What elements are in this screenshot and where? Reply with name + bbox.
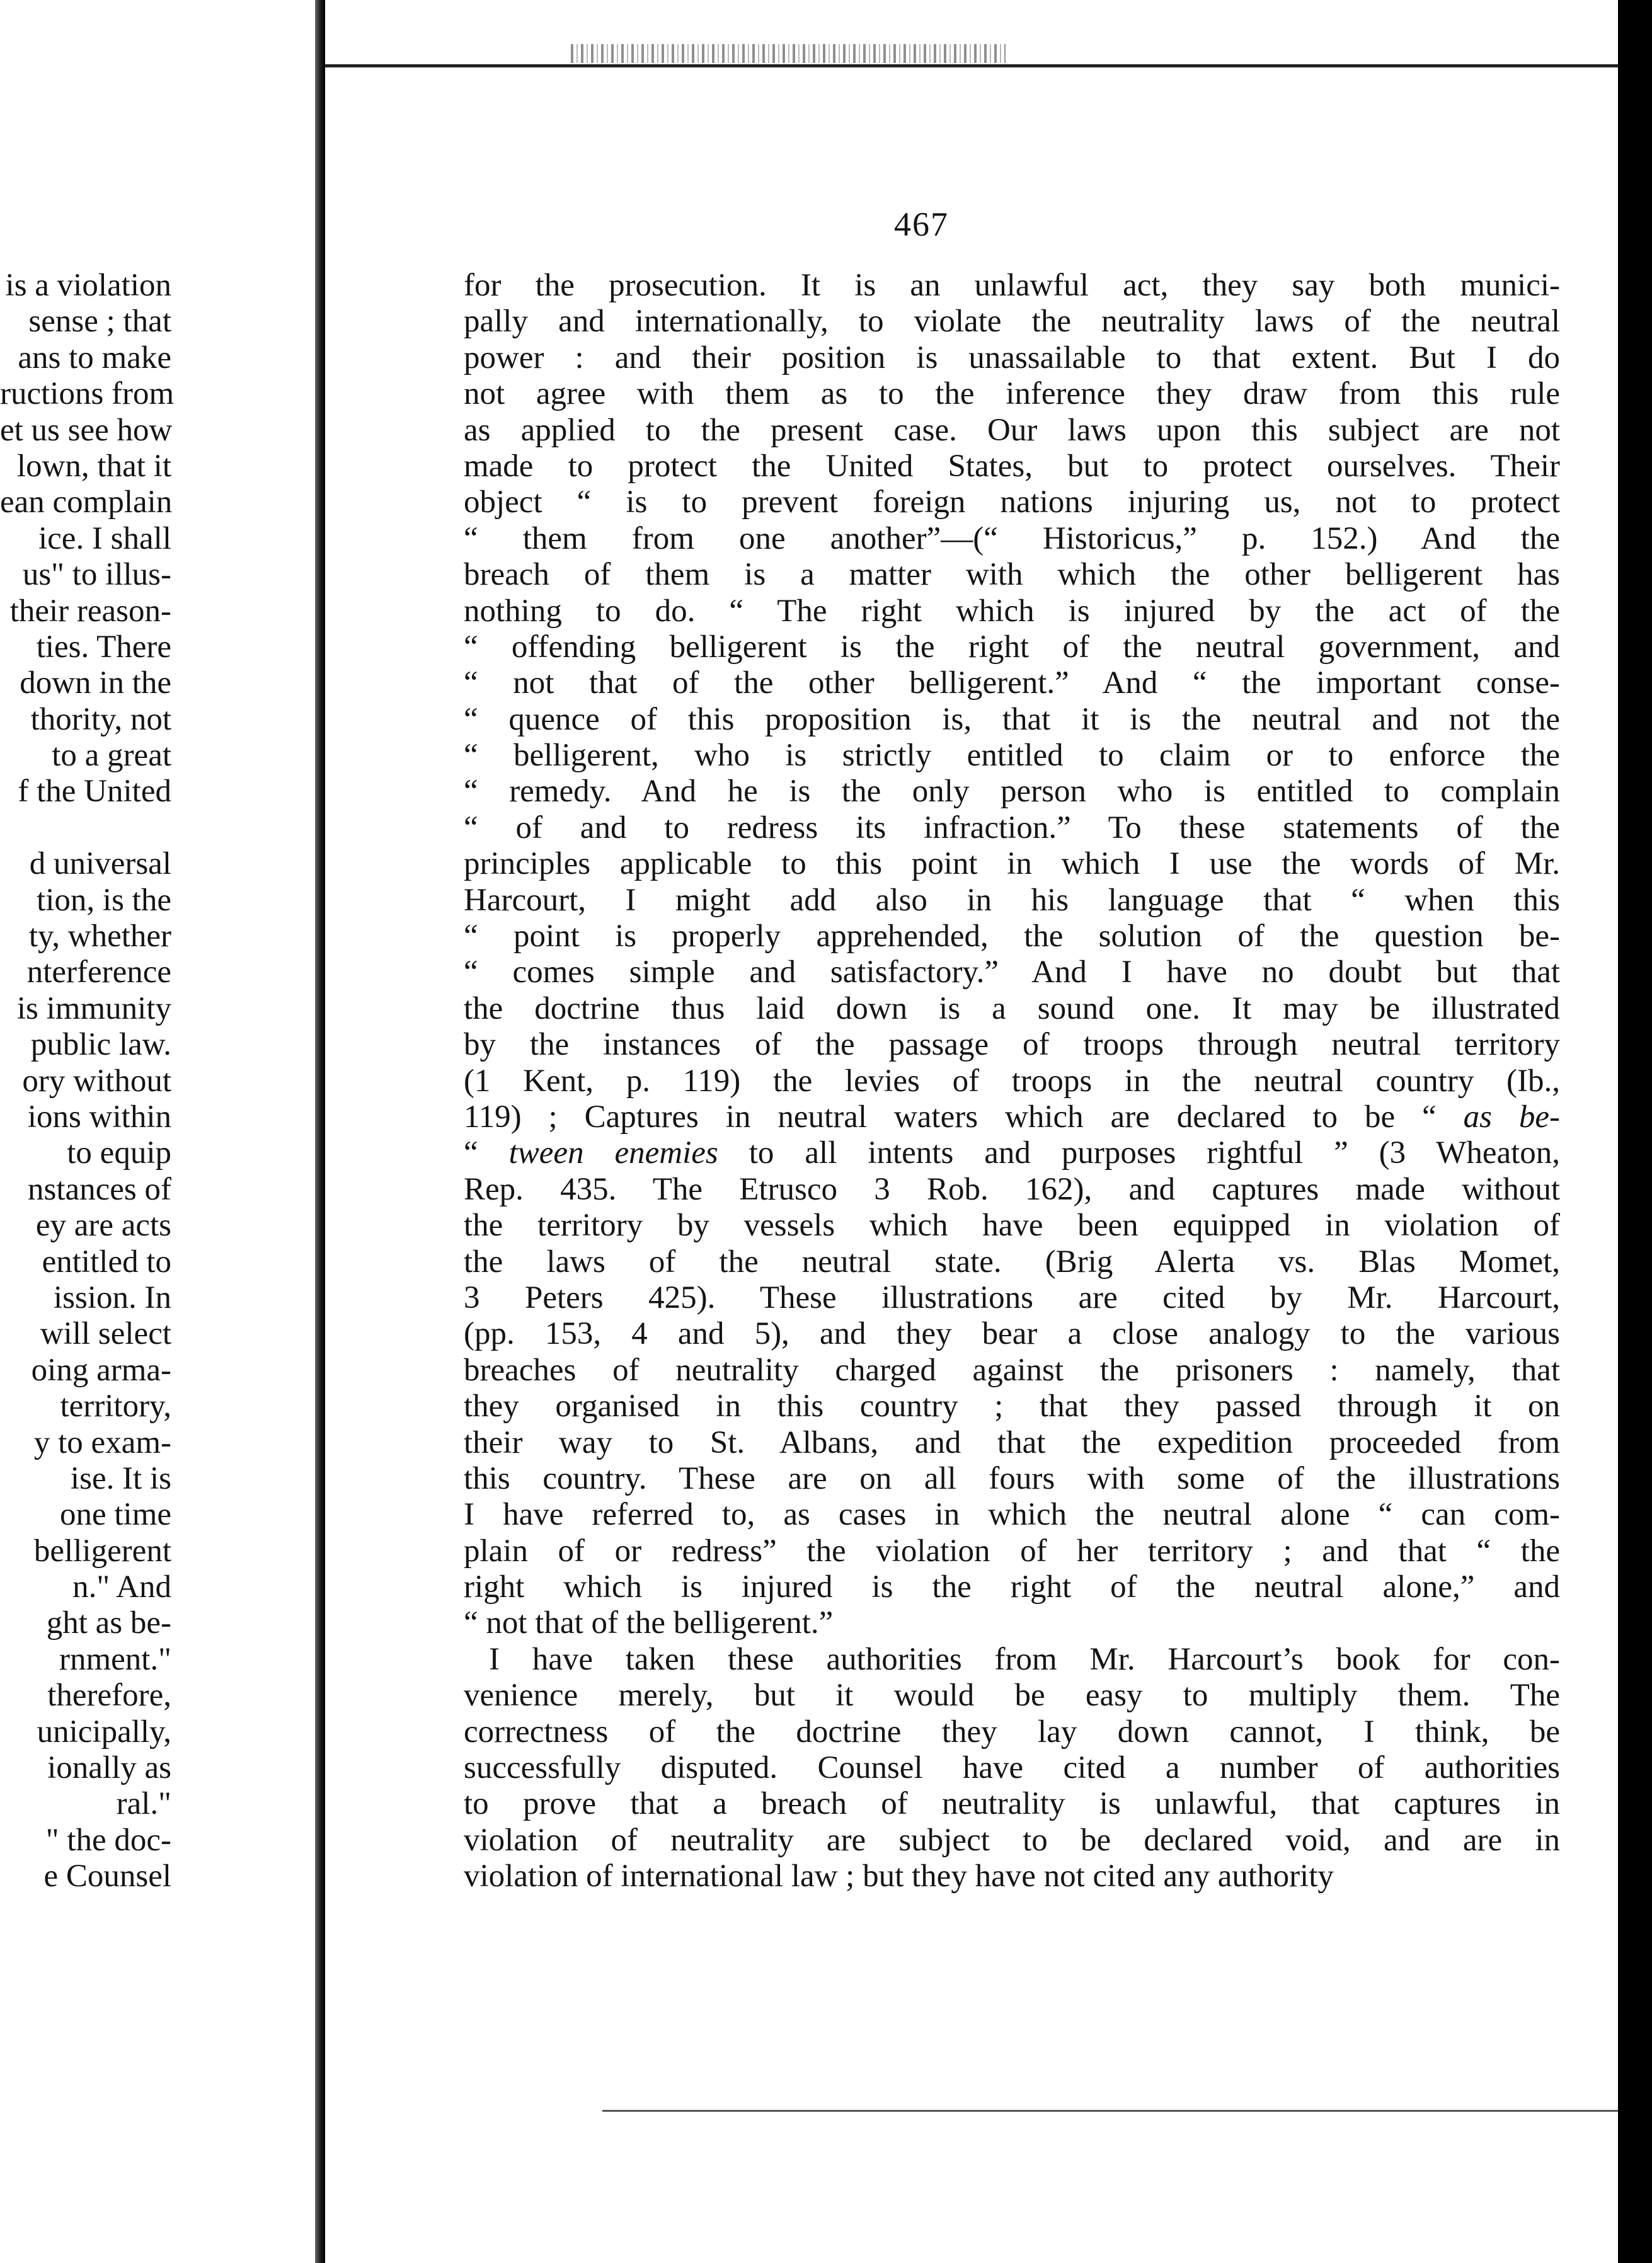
text-line: by the instances of the passage of troops through neutral territory — [464, 1027, 1560, 1063]
facing-page-text — [0, 268, 175, 1895]
text-line: “ of and to redress its infraction.” To these statements of the — [464, 810, 1560, 845]
facing-page-line: to equip — [67, 1135, 171, 1171]
text-line: “ not that of the other belligerent.” And “ the important conse- — [464, 665, 1560, 701]
facing-page-line: to a great — [52, 738, 171, 774]
facing-page-line: therefore, — [47, 1678, 171, 1714]
text-line: “ comes simple and satisfactory.” And I have no doubt but that — [464, 954, 1560, 990]
facing-page-line: entitled to — [42, 1244, 171, 1280]
facing-page-line: one time — [59, 1497, 171, 1533]
text-line: as applied to the present case. Our laws upon this subject are not — [464, 412, 1560, 448]
facing-page-line: will select — [40, 1316, 171, 1352]
facing-page-line: nstances of — [27, 1171, 171, 1207]
facing-page-line: tion, is the — [37, 882, 171, 918]
text-line: they organised in this country ; that they passed through it on — [464, 1389, 1560, 1424]
text-line: “ not that of the belligerent.” — [464, 1605, 834, 1641]
facing-page-line: sense ; that — [28, 304, 171, 340]
facing-page-line: public law. — [30, 1027, 171, 1063]
facing-page-line: thority, not — [30, 701, 171, 737]
facing-page-line: ey are acts — [35, 1208, 171, 1244]
text-line: plain of or redress” the violation of her territory ; and that “ the — [464, 1533, 1560, 1569]
document-page — [325, 0, 1618, 2263]
text-line: “ them from one another”—(“ Historicus,” p. 152.) And the — [464, 520, 1560, 556]
text-line: venience merely, but it would be easy to multiply them. The — [464, 1678, 1560, 1714]
text-line: breaches of neutrality charged against the prisoners : namely, that — [464, 1352, 1560, 1388]
facing-page-line: ructions from — [0, 376, 175, 412]
text-line: principles applicable to this point in which I use the words of Mr. — [464, 846, 1560, 882]
text-line: object “ is to prevent foreign nations injuring us, not to protect — [464, 484, 1560, 520]
facing-page-line: is a violation — [5, 268, 171, 303]
facing-page-line: ionally as — [47, 1750, 171, 1786]
text-line: for the prosecution. It is an unlawful act, they say both munici- — [464, 268, 1560, 303]
text-line: nothing to do. “ The right which is injured by the act of the — [464, 593, 1560, 629]
text-line: breach of them is a matter with which the other belligerent has — [464, 557, 1560, 593]
text-line: the territory by vessels which have been equipped in violation of — [464, 1208, 1560, 1244]
facing-page-line: y to exam- — [33, 1424, 171, 1460]
facing-page-line: ties. There — [36, 629, 171, 665]
text-line: not agree with them as to the inference they draw from this rule — [464, 376, 1560, 412]
facing-page-line: oing arma- — [31, 1352, 171, 1388]
facing-page-line: ise. It is — [70, 1460, 171, 1496]
text-line: 3 Peters 425). These illustrations are cited by Mr. Harcourt, — [464, 1280, 1560, 1315]
text-line: Rep. 435. The Etrusco 3 Rob. 162), and captures made without — [464, 1171, 1560, 1207]
text-line: “ tween enemies to all intents and purposes rightful ” (3 Wheaton, — [464, 1135, 1561, 1171]
facing-page-line: lown, that it — [16, 448, 171, 484]
facing-page-line: n." And — [72, 1569, 171, 1605]
page-top-edge — [325, 64, 1618, 67]
facing-page-line: ty, whether — [28, 919, 171, 954]
facing-page-line: et us see how — [0, 412, 173, 448]
facing-page-line: unicipally, — [37, 1714, 171, 1750]
page-top-smudge — [571, 44, 1006, 63]
text-line: right which is injured is the right of the neutral alone,” and — [464, 1569, 1560, 1605]
text-line: “ point is properly apprehended, the solution of the question be- — [464, 919, 1560, 954]
page-bottom-edge — [602, 2110, 1618, 2112]
facing-page-line: ral." — [116, 1786, 171, 1822]
text-line: violation of international law ; but they have not cited any authority — [464, 1859, 1334, 1894]
text-line: I have referred to, as cases in which the neutral alone “ can com- — [464, 1497, 1560, 1533]
facing-page-line: ions within — [27, 1099, 171, 1135]
facing-page-line: " the doc- — [45, 1822, 171, 1858]
text-line: the doctrine thus laid down is a sound one. It may be illustrated — [464, 990, 1560, 1026]
facing-page-line: territory, — [60, 1389, 171, 1424]
page-number: 467 — [894, 205, 949, 243]
facing-page-line: d universal — [29, 846, 171, 882]
facing-page-line: rnment." — [59, 1641, 171, 1677]
facing-page-line: ans to make — [18, 340, 171, 375]
facing-page-line: ice. I shall — [38, 520, 171, 556]
facing-page-line: nterference — [26, 954, 171, 990]
text-line: I have taken these authorities from Mr. Harcourt’s book for con- — [489, 1641, 1560, 1677]
facing-page-line — [0, 810, 171, 846]
facing-page-line: belligerent — [33, 1533, 171, 1569]
book-gutter — [315, 0, 325, 2263]
facing-page-line: is immunity — [16, 990, 171, 1026]
text-line: the laws of the neutral state. (Brig Alerta vs. Blas Momet, — [464, 1244, 1560, 1280]
text-line: their way to St. Albans, and that the expedition proceeded from — [464, 1424, 1560, 1460]
text-line: “ belligerent, who is strictly entitled to claim or to enforce the — [464, 738, 1560, 774]
text-line: (pp. 153, 4 and 5), and they bear a close analogy to the various — [464, 1316, 1560, 1352]
facing-page-line: us" to illus- — [22, 557, 171, 593]
facing-page-line: ission. In — [53, 1280, 171, 1315]
text-line: pally and internationally, to violate the neutrality laws of the neutral — [464, 304, 1560, 340]
text-line: power : and their position is unassailable to that extent. But I do — [464, 340, 1560, 375]
text-line: “ quence of this proposition is, that it is the neutral and not the — [464, 701, 1560, 737]
text-line: to prove that a breach of neutrality is unlawful, that captures in — [464, 1786, 1560, 1822]
text-line: made to protect the United States, but to protect ourselves. Their — [464, 448, 1560, 484]
facing-page-line: e Counsel — [43, 1859, 171, 1894]
facing-page-line: ght as be- — [46, 1605, 171, 1641]
facing-page — [0, 0, 315, 2263]
facing-page-line: f the United — [18, 774, 171, 810]
text-line: “ offending belligerent is the right of the neutral government, and — [464, 629, 1560, 665]
facing-page-line: ean complain — [0, 484, 173, 520]
body-text — [464, 268, 1560, 1895]
text-line: (1 Kent, p. 119) the levies of troops in the neutral country (Ib., — [464, 1063, 1560, 1099]
text-line: 119) ; Captures in neutral waters which are declared to be “ as be- — [464, 1099, 1561, 1135]
facing-page-line: their reason- — [9, 593, 171, 629]
text-line: correctness of the doctrine they lay down cannot, I think, be — [464, 1714, 1560, 1750]
text-line: “ remedy. And he is the only person who is entitled to complain — [464, 774, 1560, 810]
text-line: Harcourt, I might add also in his language that “ when this — [464, 882, 1560, 918]
text-line: this country. These are on all fours with some of the illustrations — [464, 1460, 1560, 1496]
text-line: violation of neutrality are subject to be declared void, and are in — [464, 1822, 1560, 1858]
text-line: successfully disputed. Counsel have cited a number of authorities — [464, 1750, 1560, 1786]
facing-page-line: down in the — [20, 665, 171, 701]
facing-page-line: ory without — [22, 1063, 171, 1099]
